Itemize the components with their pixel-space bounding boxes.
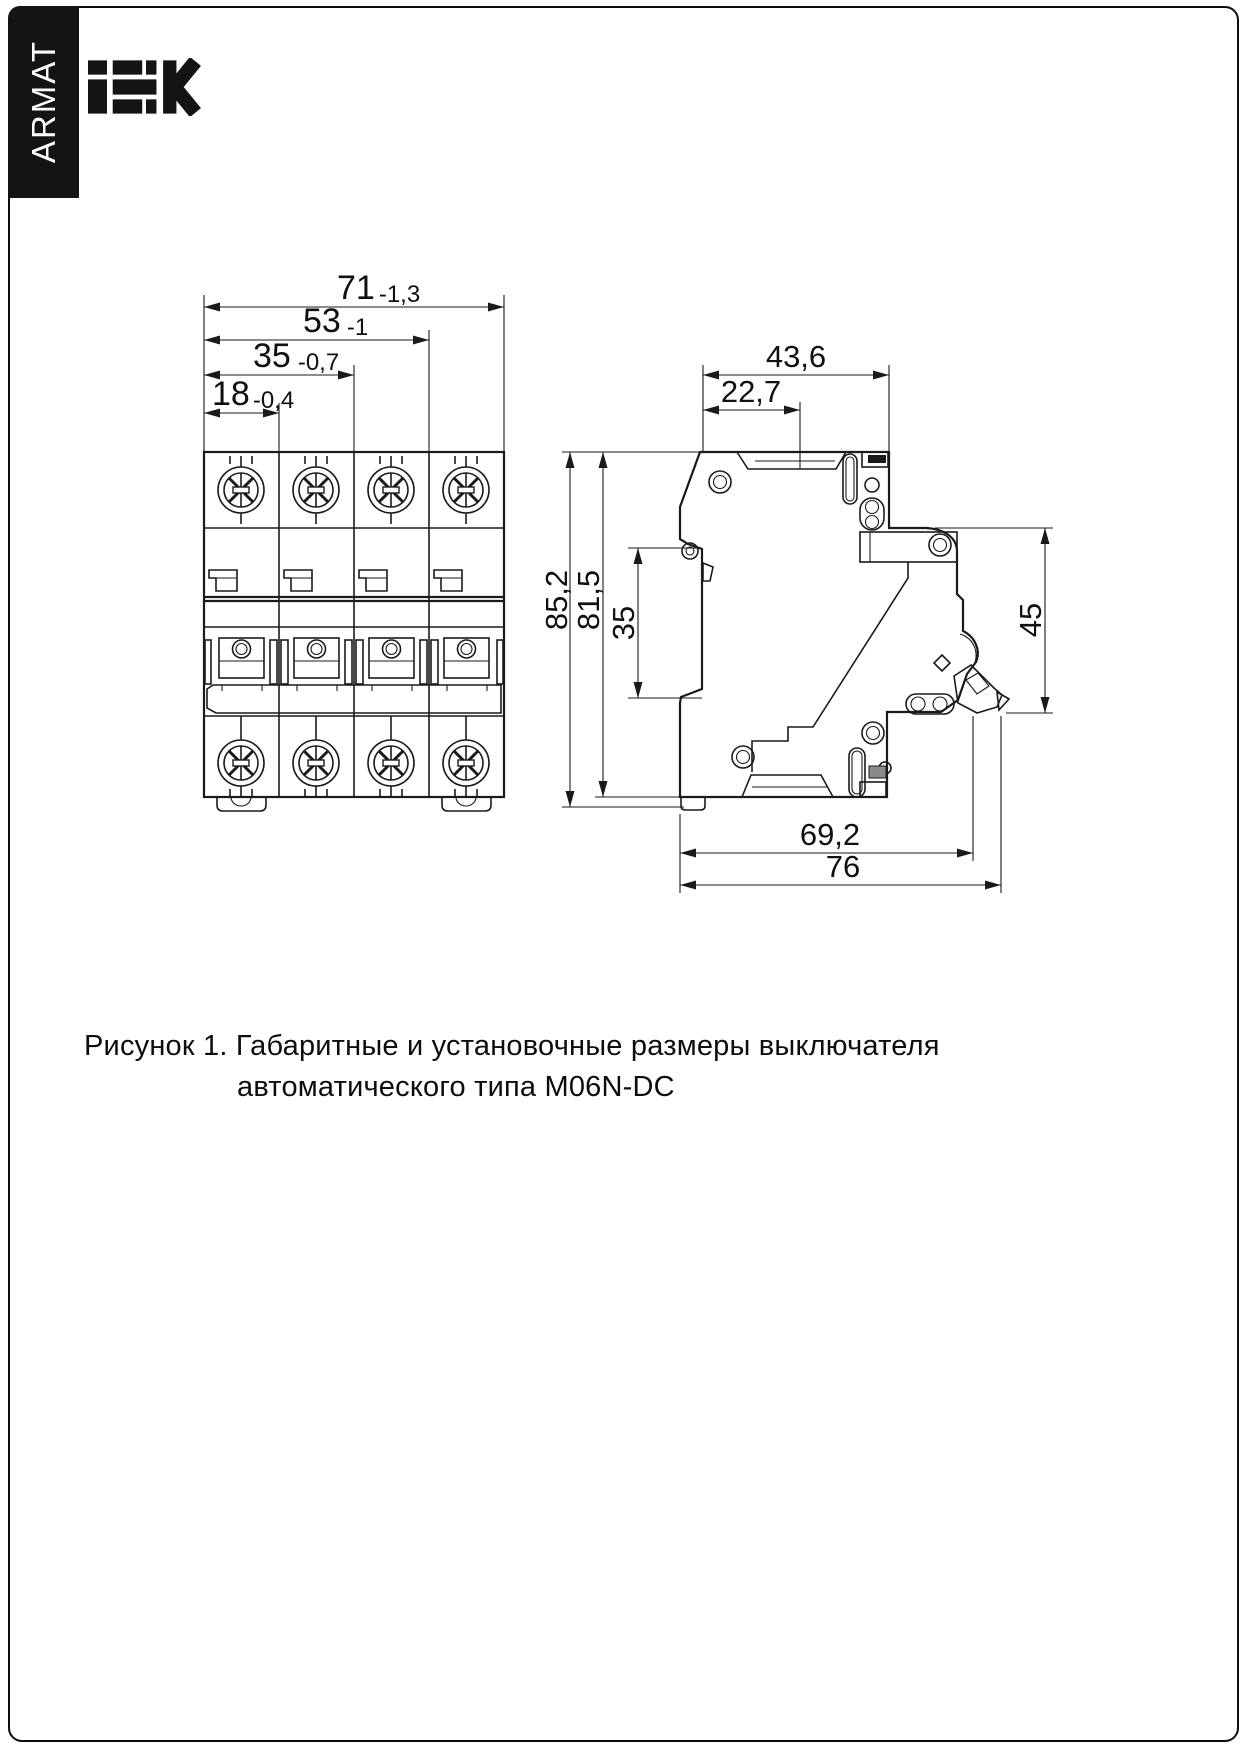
dim-height-front — [1013, 528, 1050, 713]
dim-label-45: 45 — [1013, 602, 1048, 638]
side-view-dimensions — [539, 339, 1053, 893]
dim-width-3mod — [204, 302, 429, 345]
pole-tabs — [209, 570, 462, 591]
dim-width-total — [204, 269, 504, 312]
brand-vertical-label: ARMAT — [24, 40, 62, 164]
figure-caption-line1: Рисунок 1. Габаритные и установочные размеры выключателя — [84, 1030, 940, 1062]
dim-height-total — [539, 452, 575, 807]
dim-label-22-7: 22,7 — [720, 374, 782, 409]
top-face-recess — [737, 452, 846, 469]
din-rail-latch — [681, 563, 1009, 810]
dim-depth-total — [680, 849, 1001, 890]
rivets-and-holes — [682, 471, 954, 774]
bottom-clamp-tabs — [217, 797, 491, 811]
front-view-body — [204, 452, 504, 811]
figure-caption — [84, 1026, 940, 1108]
dim-label-43-6: 43,6 — [765, 339, 827, 374]
dim-label-69-2: 69,2 — [799, 817, 861, 852]
front-view-dimensions — [204, 269, 504, 452]
dim-depth-top-inner — [703, 374, 800, 415]
dim-label-81-5: 81,5 — [571, 569, 606, 631]
dim-width-1mod — [204, 375, 294, 418]
dim-label-76: 76 — [825, 849, 861, 884]
dim-label-53: 53 -1 — [303, 302, 369, 341]
dim-height-body — [571, 452, 608, 797]
dim-label-85-2: 85,2 — [539, 569, 574, 631]
figure-caption-line2: автоматического типа M06N-DC — [237, 1071, 675, 1103]
dim-label-71: 71 -1,3 — [337, 269, 421, 308]
dim-width-2mod — [204, 337, 354, 380]
vent-slots — [843, 452, 888, 797]
terminal-recess — [860, 532, 957, 562]
dim-din-groove — [606, 548, 643, 698]
dim-label-18: 18 -0,4 — [212, 375, 295, 414]
side-view-body — [680, 452, 1009, 810]
dim-label-35-side: 35 — [606, 605, 641, 641]
dim-label-35: 35 -0,7 — [253, 337, 340, 376]
